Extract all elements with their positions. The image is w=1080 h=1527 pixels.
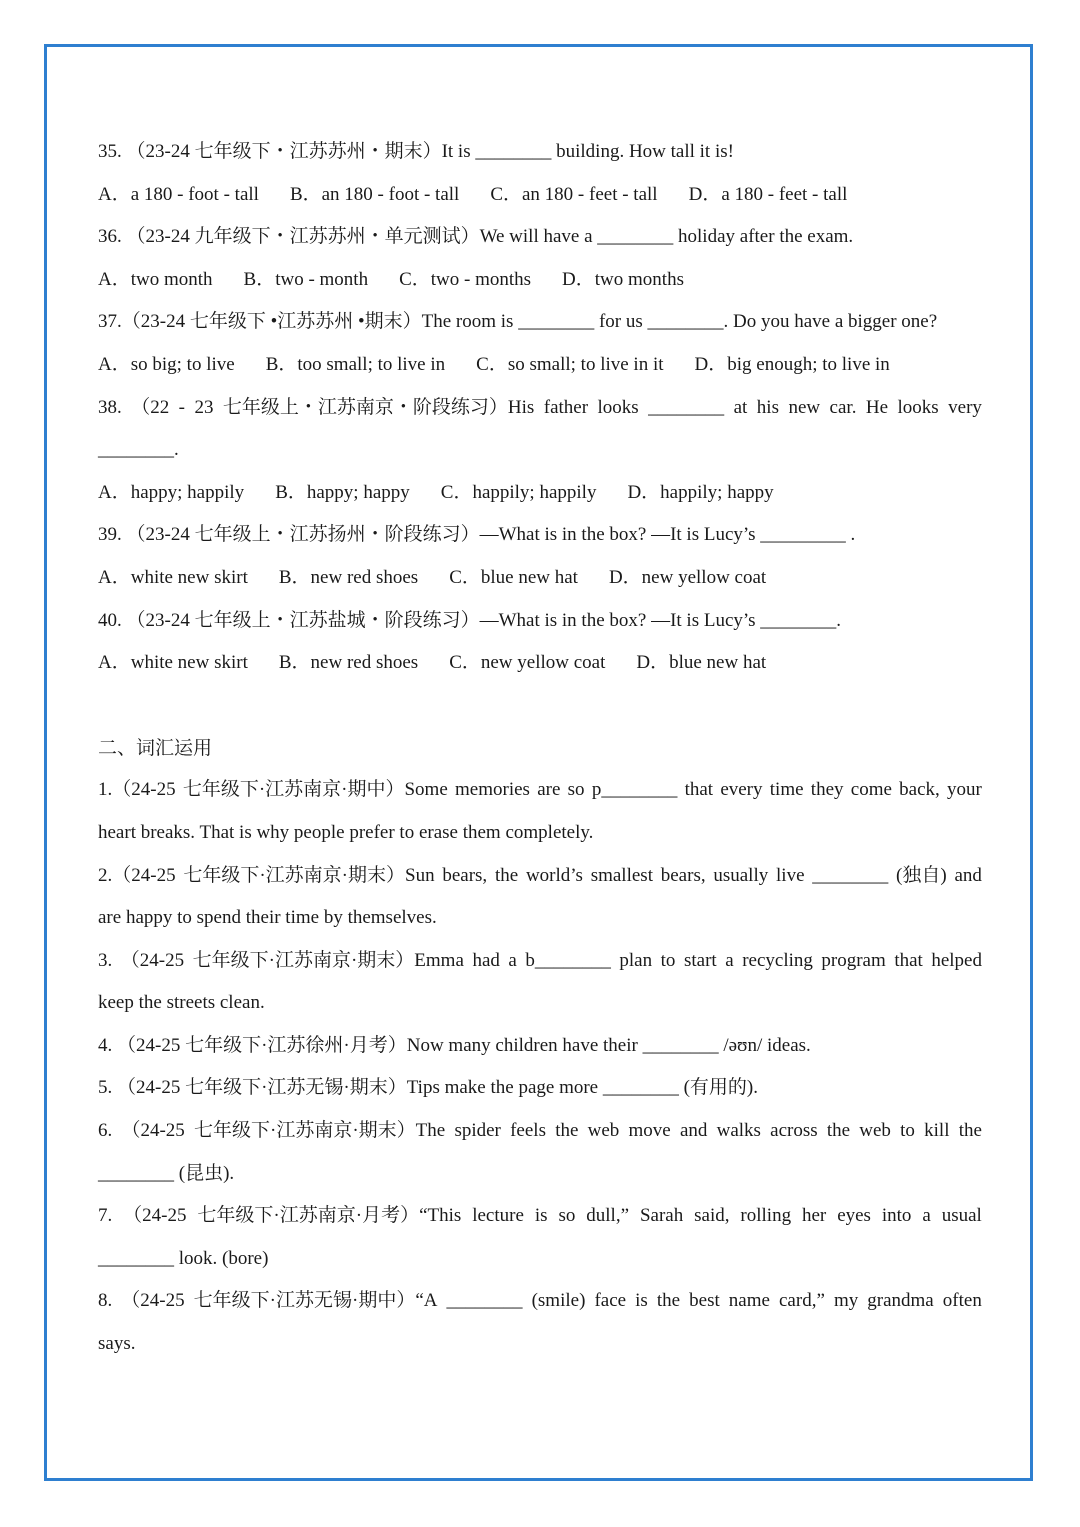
- word: He: [865, 396, 889, 418]
- vocab-item: [98, 1025, 982, 1068]
- word: ________: [648, 396, 725, 418]
- word: best: [689, 1290, 720, 1312]
- vocab-line: 4. （24-25 七年级下·江苏徐州·月考）Now many children have their ________ /əʊn/ ideas.: [98, 1034, 811, 1056]
- vocab-line: are happy to spend their time by themselves.: [98, 907, 437, 929]
- vocab-item: [98, 1280, 982, 1365]
- vocab-item: [98, 769, 982, 854]
- word: that: [894, 949, 923, 971]
- word: helped: [931, 949, 982, 971]
- question-item: [98, 301, 982, 386]
- word: 七年级下·江苏南京·月考）“This: [197, 1205, 462, 1227]
- word: father: [543, 396, 589, 418]
- vocabulary-section: [98, 769, 982, 1365]
- word: had: [472, 949, 500, 971]
- word: said,: [694, 1205, 730, 1227]
- option-c: C．happily; happily: [440, 481, 597, 503]
- word: the: [656, 1290, 681, 1312]
- word: plan: [619, 949, 653, 971]
- word: 七年级下·江苏南京·期末）The: [194, 1120, 446, 1142]
- option-row: [98, 472, 982, 515]
- question-stem: 36. （23-24 九年级下・江苏苏州・单元测试）We will have a ________ holiday after the exam.: [98, 226, 854, 248]
- word: looks: [897, 396, 939, 418]
- question-item: [98, 216, 982, 301]
- option-a: A．white new skirt: [98, 652, 248, 674]
- word: a: [508, 949, 517, 971]
- option-row: [98, 642, 982, 685]
- option-c: C．blue new hat: [449, 566, 578, 588]
- word: 七年级下·江苏南京·期末）Emma: [192, 949, 464, 971]
- word: so: [558, 1205, 576, 1227]
- vocab-line: keep the streets clean.: [98, 992, 265, 1014]
- word: b________: [525, 949, 611, 971]
- word: 3.: [98, 949, 113, 971]
- word: is: [635, 1290, 648, 1312]
- vocab-item: [98, 940, 982, 1025]
- question-item: [98, 600, 982, 685]
- vocab-line: says.: [98, 1333, 136, 1355]
- vocab-item: [98, 855, 982, 940]
- word: lecture: [472, 1205, 524, 1227]
- word: usually: [713, 864, 769, 886]
- multiple-choice-section: [98, 131, 982, 685]
- question-item: [98, 387, 982, 515]
- word: kill: [924, 1120, 950, 1142]
- word: across: [770, 1120, 818, 1142]
- option-d: D．two months: [562, 268, 684, 290]
- vocab-line: [98, 1110, 982, 1153]
- word: usual: [941, 1205, 982, 1227]
- question-stem: 35. （23-24 七年级下・江苏苏州・期末）It is ________ building. How tall it is!: [98, 141, 734, 162]
- vocab-item: [98, 1195, 982, 1280]
- word: to: [900, 1120, 915, 1142]
- option-b: B．two - month: [243, 268, 369, 290]
- question-stem: 40. （23-24 七年级上・江苏盐城・阶段练习）—What is in the box? —It is Lucy’s ________.: [98, 609, 842, 631]
- word: dull,”: [586, 1205, 630, 1227]
- option-c: C．two - months: [399, 268, 532, 290]
- option-c: C．new yellow coat: [449, 652, 606, 674]
- option-b: B．new red shoes: [278, 566, 419, 588]
- word: 23: [194, 396, 214, 418]
- word: 七年级上・江苏南京・阶段练习）His: [222, 396, 535, 418]
- word: feels: [510, 1120, 546, 1142]
- word: move: [628, 1120, 671, 1142]
- word: bears,: [660, 864, 706, 886]
- word: 6.: [98, 1120, 113, 1142]
- word: (smile): [531, 1290, 586, 1312]
- word: my: [833, 1290, 859, 1312]
- word: （24-25: [121, 1120, 185, 1142]
- option-c: C．so small; to live in it: [476, 353, 664, 375]
- word: （24-25: [121, 1290, 185, 1312]
- vocab-line: ________ (昆虫).: [98, 1162, 235, 1184]
- word: the: [826, 1120, 851, 1142]
- word: ________: [812, 864, 889, 886]
- vocab-item: [98, 1067, 982, 1110]
- word: ________: [446, 1290, 523, 1312]
- vocab-line: [98, 855, 982, 898]
- word: 8.: [98, 1290, 113, 1312]
- vocab-line: [98, 1195, 982, 1238]
- word: live: [776, 864, 805, 886]
- option-row: [98, 259, 982, 302]
- word: so: [567, 779, 585, 801]
- word: （24-25: [120, 949, 185, 971]
- word: 1.（24-25: [98, 779, 176, 801]
- word: bears,: [442, 864, 488, 886]
- word: is: [534, 1205, 548, 1227]
- option-a: A．so big; to live: [98, 353, 235, 375]
- word: (独自): [896, 864, 947, 886]
- word: new: [788, 396, 821, 418]
- question-stem: 37.（23-24 七年级下 •江苏苏州 •期末）The room is ________ for us ________. Do you have a bigger one?: [98, 311, 938, 333]
- word: car.: [829, 396, 857, 418]
- word: a: [725, 949, 734, 971]
- word: web: [587, 1120, 620, 1142]
- word: program: [821, 949, 886, 971]
- vocab-line: [98, 940, 982, 983]
- word: time: [769, 779, 804, 801]
- word: the: [958, 1120, 982, 1142]
- option-row: [98, 344, 982, 387]
- question-stem: ________.: [98, 439, 179, 461]
- option-a: A．a 180 - foot - tall: [98, 183, 259, 205]
- word: memories: [455, 779, 530, 801]
- option-d: D．a 180 - feet - tall: [688, 183, 848, 205]
- vocab-item: [98, 1110, 982, 1195]
- question-stem: [98, 387, 982, 430]
- word: eyes: [837, 1205, 871, 1227]
- word: 2.（24-25: [98, 864, 176, 886]
- option-b: B．new red shoes: [278, 652, 419, 674]
- word: （24-25: [123, 1205, 187, 1227]
- word: every: [720, 779, 763, 801]
- word: grandma: [867, 1290, 934, 1312]
- option-b: B．too small; to live in: [265, 353, 446, 375]
- word: start: [683, 949, 717, 971]
- word: and: [679, 1120, 708, 1142]
- option-b: B．happy; happy: [275, 481, 410, 503]
- word: very: [948, 396, 982, 418]
- vocab-line: ________ look. (bore): [98, 1247, 269, 1269]
- word: her: [802, 1205, 827, 1227]
- word: back,: [899, 779, 940, 801]
- word: and: [954, 864, 982, 886]
- word: into: [881, 1205, 912, 1227]
- word: the: [494, 864, 519, 886]
- word: the: [555, 1120, 579, 1142]
- option-a: A．white new skirt: [98, 566, 248, 588]
- exercise-content: [98, 131, 982, 1366]
- section-gap: [98, 685, 982, 727]
- word: 7.: [98, 1205, 113, 1227]
- question-stem: 39. （23-24 七年级上・江苏扬州・阶段练习）—What is in the box? —It is Lucy’s _________ .: [98, 524, 856, 546]
- word: come: [850, 779, 892, 801]
- word: at: [733, 396, 748, 418]
- word: face: [594, 1290, 627, 1312]
- word: （22: [131, 396, 170, 418]
- question-item: [98, 131, 982, 216]
- word: often: [942, 1290, 982, 1312]
- option-c: C．an 180 - feet - tall: [490, 183, 658, 205]
- word: 38.: [98, 396, 122, 418]
- vocab-line: 5. （24-25 七年级下·江苏无锡·期末）Tips make the page more ________ (有用的).: [98, 1077, 759, 1099]
- vocab-line: heart breaks. That is why people prefer to erase them completely.: [98, 821, 594, 843]
- option-d: D．big enough; to live in: [694, 353, 890, 375]
- section-title: 二、词汇运用: [98, 736, 213, 759]
- option-a: A．two month: [98, 268, 213, 290]
- word: p________: [591, 779, 678, 801]
- word: a: [922, 1205, 931, 1227]
- option-a: A．happy; happily: [98, 481, 245, 503]
- word: card,”: [779, 1290, 825, 1312]
- word: walks: [716, 1120, 761, 1142]
- word: that: [684, 779, 714, 801]
- option-d: D．blue new hat: [636, 652, 767, 674]
- word: name: [728, 1290, 770, 1312]
- option-b: B．an 180 - foot - tall: [289, 183, 460, 205]
- question-item: [98, 514, 982, 599]
- word: 七年级下·江苏南京·期中）Some: [182, 779, 448, 801]
- word: 七年级下·江苏南京·期末）Sun: [183, 864, 435, 886]
- word: Sarah: [639, 1205, 684, 1227]
- word: 七年级下·江苏无锡·期中）“A: [193, 1290, 438, 1312]
- word: rolling: [740, 1205, 792, 1227]
- word: to: [660, 949, 676, 971]
- word: smallest: [590, 864, 653, 886]
- word: web: [859, 1120, 891, 1142]
- vocab-line: [98, 1280, 982, 1323]
- vocab-line: [98, 769, 982, 812]
- word: world’s: [525, 864, 583, 886]
- word: his: [756, 396, 779, 418]
- option-d: D．new yellow coat: [608, 566, 767, 588]
- option-row: [98, 557, 982, 600]
- word: -: [178, 396, 185, 418]
- word: recycling: [742, 949, 813, 971]
- option-row: [98, 174, 982, 217]
- option-d: D．happily; happy: [627, 481, 774, 503]
- word: spider: [454, 1120, 501, 1142]
- word: your: [947, 779, 982, 801]
- word: looks: [597, 396, 639, 418]
- word: they: [810, 779, 844, 801]
- word: are: [537, 779, 561, 801]
